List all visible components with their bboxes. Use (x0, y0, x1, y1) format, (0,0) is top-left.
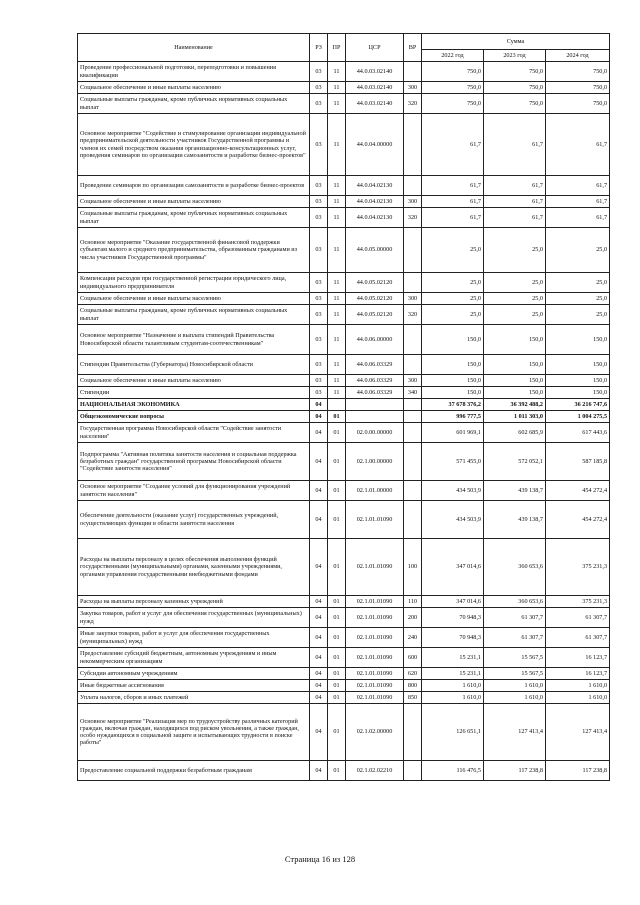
cell-rz: 03 (310, 325, 328, 355)
cell-pr: 01 (328, 648, 346, 668)
cell-rz: 03 (310, 375, 328, 387)
cell-2024: 61,7 (546, 176, 610, 196)
cell-rz: 04 (310, 680, 328, 692)
table-row (78, 704, 610, 761)
cell-2023: 602 685,9 (484, 423, 546, 443)
cell-rz: 04 (310, 761, 328, 781)
cell-name: Основное мероприятие "Содействие и стимулирование организации индивидуальной предпринимательской деятельности участников Государственной программы и членов их семей посредством оказания организационно-консультационных услуг, проведения семинаров по организации самозанятости и разработке бизнес-проектов" (78, 114, 310, 176)
cell-vr (404, 423, 422, 443)
cell-rz: 04 (310, 501, 328, 539)
table-row (78, 692, 610, 704)
cell-2023: 15 567,5 (484, 648, 546, 668)
cell-rz: 04 (310, 443, 328, 481)
cell-2022: 150,0 (422, 325, 484, 355)
table-row (78, 423, 610, 443)
cell-2022: 601 969,1 (422, 423, 484, 443)
cell-2023: 1 610,0 (484, 692, 546, 704)
table-body (78, 62, 610, 781)
cell-vr (404, 228, 422, 273)
cell-rz: 03 (310, 114, 328, 176)
cell-vr (404, 411, 422, 423)
table-row (78, 539, 610, 596)
cell-rz: 03 (310, 228, 328, 273)
cell-csr: 44.0.04.02130 (346, 196, 404, 208)
cell-2023: 750,0 (484, 82, 546, 94)
cell-2022: 70 948,3 (422, 608, 484, 628)
cell-name: Основное мероприятие "Назначение и выплата стипендий Правительства Новосибирской области талантливым студентам-соотечественникам" (78, 325, 310, 355)
cell-2022: 434 503,9 (422, 501, 484, 539)
cell-name: Стипендии (78, 387, 310, 399)
cell-rz: 03 (310, 62, 328, 82)
cell-vr: 300 (404, 375, 422, 387)
cell-csr: 02.1.01.01090 (346, 539, 404, 596)
cell-2023: 360 653,6 (484, 596, 546, 608)
cell-2022: 996 777,5 (422, 411, 484, 423)
table-row (78, 82, 610, 94)
cell-2024: 16 123,7 (546, 648, 610, 668)
cell-csr: 02.1.01.01090 (346, 501, 404, 539)
cell-pr: 11 (328, 305, 346, 325)
cell-2022: 61,7 (422, 176, 484, 196)
cell-pr: 01 (328, 628, 346, 648)
cell-2023: 15 567,5 (484, 668, 546, 680)
cell-2022: 750,0 (422, 82, 484, 94)
table-row (78, 114, 610, 176)
table-row (78, 375, 610, 387)
cell-2023: 439 138,7 (484, 501, 546, 539)
cell-rz: 04 (310, 648, 328, 668)
cell-2024: 454 272,4 (546, 501, 610, 539)
cell-csr: 44.0.05.02120 (346, 305, 404, 325)
cell-pr: 11 (328, 375, 346, 387)
cell-csr: 02.1.01.01090 (346, 596, 404, 608)
cell-2024: 750,0 (546, 94, 610, 114)
cell-rz: 03 (310, 208, 328, 228)
cell-2023: 127 413,4 (484, 704, 546, 761)
cell-csr: 44.0.05.02120 (346, 273, 404, 293)
cell-csr: 44.0.03.02140 (346, 82, 404, 94)
cell-name: Обеспечение деятельности (оказание услуг) государственных учреждений, осуществляющих функции в области занятости населения (78, 501, 310, 539)
table-row (78, 501, 610, 539)
cell-vr (404, 273, 422, 293)
cell-vr (404, 481, 422, 501)
cell-csr: 44.0.05.02120 (346, 293, 404, 305)
cell-2024: 61 307,7 (546, 628, 610, 648)
cell-name: Иные бюджетные ассигнования (78, 680, 310, 692)
cell-2022: 571 455,0 (422, 443, 484, 481)
cell-name: Стипендии Правительства (Губернатора) Новосибирской области (78, 355, 310, 375)
cell-rz: 04 (310, 628, 328, 648)
header-year-2024: 2024 год (546, 50, 610, 62)
cell-pr: 11 (328, 355, 346, 375)
cell-csr: 02.1.00.00000 (346, 443, 404, 481)
cell-vr: 240 (404, 628, 422, 648)
cell-rz: 04 (310, 668, 328, 680)
cell-2024: 25,0 (546, 305, 610, 325)
cell-vr: 300 (404, 82, 422, 94)
header-year-2022: 2022 год (422, 50, 484, 62)
cell-name: Общеэкономические вопросы (78, 411, 310, 423)
table-row (78, 648, 610, 668)
cell-vr: 100 (404, 539, 422, 596)
cell-2023: 1 011 303,0 (484, 411, 546, 423)
cell-vr: 320 (404, 208, 422, 228)
cell-vr (404, 399, 422, 411)
cell-name: Компенсация расходов при государственной регистрации юридического лица, индивидуального предпринимателя (78, 273, 310, 293)
cell-csr: 02.1.01.01090 (346, 668, 404, 680)
cell-pr (328, 399, 346, 411)
header-pr: ПР (328, 34, 346, 62)
cell-name: Основное мероприятие "Оказание государственной финансовой поддержки субъектам малого и среднего предпринимательства, образованным гражданами из числа участников Государственной программы" (78, 228, 310, 273)
cell-pr: 11 (328, 62, 346, 82)
cell-2022: 25,0 (422, 228, 484, 273)
table-row (78, 443, 610, 481)
cell-2024: 454 272,4 (546, 481, 610, 501)
cell-2022: 25,0 (422, 293, 484, 305)
cell-2023: 150,0 (484, 387, 546, 399)
cell-rz: 03 (310, 293, 328, 305)
cell-csr: 44.0.06.00000 (346, 325, 404, 355)
cell-rz: 04 (310, 608, 328, 628)
cell-2022: 150,0 (422, 375, 484, 387)
table-row (78, 481, 610, 501)
table-row (78, 680, 610, 692)
cell-csr: 44.0.04.02130 (346, 176, 404, 196)
cell-name: Социальное обеспечение и иные выплаты населению (78, 293, 310, 305)
cell-csr: 44.0.06.03329 (346, 355, 404, 375)
table-row (78, 228, 610, 273)
cell-2024: 25,0 (546, 273, 610, 293)
cell-2023: 572 052,1 (484, 443, 546, 481)
cell-2024: 750,0 (546, 82, 610, 94)
header-vr: ВР (404, 34, 422, 62)
cell-2022: 750,0 (422, 62, 484, 82)
cell-2023: 150,0 (484, 355, 546, 375)
cell-csr: 44.0.05.00000 (346, 228, 404, 273)
cell-name: Социальное обеспечение и иные выплаты населению (78, 375, 310, 387)
cell-2024: 750,0 (546, 62, 610, 82)
cell-rz: 04 (310, 704, 328, 761)
table-row (78, 761, 610, 781)
budget-table (77, 33, 610, 781)
cell-rz: 03 (310, 387, 328, 399)
cell-rz: 03 (310, 196, 328, 208)
cell-name: Проведение профессиональной подготовки, переподготовки и повышения квалификации (78, 62, 310, 82)
cell-vr (404, 325, 422, 355)
cell-2024: 25,0 (546, 228, 610, 273)
cell-2024: 1 004 275,5 (546, 411, 610, 423)
cell-vr: 300 (404, 196, 422, 208)
cell-2022: 70 948,3 (422, 628, 484, 648)
table-row (78, 293, 610, 305)
table-row (78, 668, 610, 680)
cell-2024: 36 216 747,6 (546, 399, 610, 411)
cell-pr: 11 (328, 293, 346, 305)
cell-name: Субсидии автономным учреждениям (78, 668, 310, 680)
cell-vr (404, 761, 422, 781)
cell-2022: 750,0 (422, 94, 484, 114)
cell-pr: 11 (328, 196, 346, 208)
cell-2023: 36 392 488,2 (484, 399, 546, 411)
cell-2024: 150,0 (546, 375, 610, 387)
cell-csr: 02.1.01.01090 (346, 628, 404, 648)
cell-rz: 04 (310, 596, 328, 608)
cell-2023: 25,0 (484, 293, 546, 305)
cell-2023: 61,7 (484, 114, 546, 176)
cell-vr: 340 (404, 387, 422, 399)
cell-2024: 61,7 (546, 208, 610, 228)
cell-2023: 1 610,0 (484, 680, 546, 692)
cell-vr: 200 (404, 608, 422, 628)
cell-2023: 150,0 (484, 325, 546, 355)
cell-name: Социальное обеспечение и иные выплаты населению (78, 196, 310, 208)
table-row (78, 608, 610, 628)
table-row (78, 399, 610, 411)
cell-pr: 01 (328, 596, 346, 608)
cell-2022: 150,0 (422, 355, 484, 375)
cell-vr (404, 114, 422, 176)
cell-2023: 25,0 (484, 228, 546, 273)
cell-2023: 61,7 (484, 196, 546, 208)
cell-2024: 127 413,4 (546, 704, 610, 761)
cell-2022: 116 476,5 (422, 761, 484, 781)
cell-2024: 1 610,0 (546, 680, 610, 692)
cell-name: Уплата налогов, сборов и иных платежей (78, 692, 310, 704)
cell-2023: 360 653,6 (484, 539, 546, 596)
cell-2022: 15 231,1 (422, 648, 484, 668)
cell-pr: 11 (328, 82, 346, 94)
cell-vr: 800 (404, 680, 422, 692)
cell-pr: 01 (328, 692, 346, 704)
cell-rz: 03 (310, 94, 328, 114)
cell-csr: 02.1.02.02210 (346, 761, 404, 781)
cell-2023: 117 238,8 (484, 761, 546, 781)
cell-name: Социальные выплаты гражданам, кроме публичных нормативных социальных выплат (78, 305, 310, 325)
cell-2024: 375 231,3 (546, 539, 610, 596)
cell-csr: 44.0.06.03329 (346, 375, 404, 387)
cell-csr (346, 411, 404, 423)
cell-rz: 04 (310, 399, 328, 411)
cell-csr: 44.0.03.02140 (346, 62, 404, 82)
cell-pr: 01 (328, 761, 346, 781)
cell-2022: 347 014,6 (422, 539, 484, 596)
cell-rz: 03 (310, 273, 328, 293)
header-name: Наименование (78, 34, 310, 62)
cell-pr: 11 (328, 114, 346, 176)
cell-2022: 347 014,6 (422, 596, 484, 608)
cell-2023: 750,0 (484, 94, 546, 114)
cell-2023: 150,0 (484, 375, 546, 387)
cell-2023: 25,0 (484, 273, 546, 293)
cell-vr (404, 443, 422, 481)
cell-name: Основное мероприятие "Реализация мер по трудоустройству различных категорий граждан, включая граждан, находящихся под риском увольнения, а также граждан, особо нуждающихся в социальной защите и испытывающих трудности в поиске работы" (78, 704, 310, 761)
cell-pr: 11 (328, 94, 346, 114)
cell-2024: 61,7 (546, 196, 610, 208)
cell-vr: 850 (404, 692, 422, 704)
header-rz: РЗ (310, 34, 328, 62)
cell-name: Социальные выплаты гражданам, кроме публичных нормативных социальных выплат (78, 94, 310, 114)
cell-2024: 61,7 (546, 114, 610, 176)
cell-csr: 02.1.01.01090 (346, 648, 404, 668)
table-row (78, 208, 610, 228)
cell-2022: 61,7 (422, 196, 484, 208)
cell-2024: 150,0 (546, 387, 610, 399)
table-row (78, 596, 610, 608)
cell-name: Закупка товаров, работ и услуг для обеспечения государственных (муниципальных) нужд (78, 608, 310, 628)
cell-vr (404, 704, 422, 761)
cell-vr: 320 (404, 305, 422, 325)
cell-2022: 150,0 (422, 387, 484, 399)
header-sum: Сумма (422, 34, 610, 50)
cell-rz: 04 (310, 692, 328, 704)
cell-name: Основное мероприятие "Создание условий для функционирования учреждений занятости населения" (78, 481, 310, 501)
cell-vr: 620 (404, 668, 422, 680)
cell-pr: 11 (328, 176, 346, 196)
cell-name: НАЦИОНАЛЬНАЯ ЭКОНОМИКА (78, 399, 310, 411)
cell-2024: 150,0 (546, 325, 610, 355)
cell-rz: 04 (310, 481, 328, 501)
cell-2022: 1 610,0 (422, 692, 484, 704)
cell-2024: 617 443,6 (546, 423, 610, 443)
cell-2022: 37 678 376,2 (422, 399, 484, 411)
cell-rz: 03 (310, 176, 328, 196)
header-year-2023: 2023 год (484, 50, 546, 62)
cell-csr: 44.0.03.02140 (346, 94, 404, 114)
cell-name: Иные закупки товаров, работ и услуг для обеспечения государственных (муниципальных) нужд (78, 628, 310, 648)
cell-csr: 02.0.00.00000 (346, 423, 404, 443)
cell-vr: 600 (404, 648, 422, 668)
cell-2023: 61 307,7 (484, 608, 546, 628)
table-row (78, 196, 610, 208)
cell-name: Предоставление социальной поддержки безработным гражданам (78, 761, 310, 781)
cell-2024: 61 307,7 (546, 608, 610, 628)
table-row (78, 94, 610, 114)
cell-pr: 01 (328, 423, 346, 443)
cell-2023: 25,0 (484, 305, 546, 325)
table-row (78, 628, 610, 648)
table-row (78, 355, 610, 375)
cell-2024: 587 185,8 (546, 443, 610, 481)
cell-vr: 110 (404, 596, 422, 608)
cell-name: Расходы на выплаты персоналу в целях обеспечения выполнения функций государственными (муниципальными) органами, казенными учреждениями, органами управления государственными внебюджетными фондами (78, 539, 310, 596)
cell-rz: 03 (310, 355, 328, 375)
cell-2022: 25,0 (422, 273, 484, 293)
cell-rz: 04 (310, 539, 328, 596)
cell-csr: 44.0.06.03329 (346, 387, 404, 399)
cell-vr (404, 62, 422, 82)
cell-2023: 61 307,7 (484, 628, 546, 648)
cell-2022: 434 503,9 (422, 481, 484, 501)
cell-2024: 25,0 (546, 293, 610, 305)
cell-rz: 03 (310, 305, 328, 325)
cell-2024: 117 238,8 (546, 761, 610, 781)
table-row (78, 273, 610, 293)
table-row (78, 325, 610, 355)
cell-2024: 16 123,7 (546, 668, 610, 680)
cell-2022: 61,7 (422, 208, 484, 228)
cell-2022: 126 651,1 (422, 704, 484, 761)
cell-2022: 61,7 (422, 114, 484, 176)
budget-document (77, 33, 609, 781)
cell-2023: 439 138,7 (484, 481, 546, 501)
cell-2024: 1 610,0 (546, 692, 610, 704)
cell-vr: 300 (404, 293, 422, 305)
cell-pr: 01 (328, 668, 346, 680)
cell-pr: 11 (328, 387, 346, 399)
cell-csr: 02.1.01.01090 (346, 692, 404, 704)
table-row (78, 387, 610, 399)
cell-rz: 04 (310, 411, 328, 423)
cell-2023: 750,0 (484, 62, 546, 82)
cell-name: Проведение семинаров по организации самозанятости и разработке бизнес-проектов (78, 176, 310, 196)
cell-rz: 03 (310, 82, 328, 94)
cell-name: Расходы на выплаты персоналу казенных учреждений (78, 596, 310, 608)
cell-csr: 44.0.04.00000 (346, 114, 404, 176)
cell-name: Социальные выплаты гражданам, кроме публичных нормативных социальных выплат (78, 208, 310, 228)
cell-2024: 150,0 (546, 355, 610, 375)
cell-vr (404, 501, 422, 539)
cell-pr: 01 (328, 443, 346, 481)
header-csr: ЦСР (346, 34, 404, 62)
cell-2022: 25,0 (422, 305, 484, 325)
cell-name: Подпрограмма "Активная политика занятости населения и социальная поддержка безработных граждан" государственной программы Новосибирской области "Содействие занятости населения" (78, 443, 310, 481)
cell-pr: 01 (328, 704, 346, 761)
cell-pr: 01 (328, 481, 346, 501)
cell-2022: 15 231,1 (422, 668, 484, 680)
cell-rz: 04 (310, 423, 328, 443)
cell-pr: 01 (328, 411, 346, 423)
cell-pr: 01 (328, 539, 346, 596)
cell-pr: 01 (328, 608, 346, 628)
cell-pr: 01 (328, 501, 346, 539)
cell-csr: 02.1.01.00000 (346, 481, 404, 501)
cell-vr: 320 (404, 94, 422, 114)
cell-pr: 01 (328, 680, 346, 692)
cell-csr: 02.1.02.00000 (346, 704, 404, 761)
cell-name: Государственная программа Новосибирской области "Содействие занятости населения" (78, 423, 310, 443)
table-row (78, 176, 610, 196)
cell-csr: 02.1.01.01090 (346, 680, 404, 692)
cell-pr: 11 (328, 228, 346, 273)
cell-pr: 11 (328, 273, 346, 293)
cell-2023: 61,7 (484, 176, 546, 196)
cell-name: Социальное обеспечение и иные выплаты населению (78, 82, 310, 94)
page-number: Страница 16 из 128 (284, 854, 356, 864)
cell-2024: 375 231,3 (546, 596, 610, 608)
table-row (78, 305, 610, 325)
cell-csr (346, 399, 404, 411)
table-row (78, 62, 610, 82)
cell-csr: 44.0.04.02130 (346, 208, 404, 228)
cell-csr: 02.1.01.01090 (346, 608, 404, 628)
cell-pr: 11 (328, 208, 346, 228)
cell-name: Предоставление субсидий бюджетным, автономным учреждениям и иным некоммерческим организациям (78, 648, 310, 668)
cell-vr (404, 176, 422, 196)
table-row (78, 411, 610, 423)
cell-pr: 11 (328, 325, 346, 355)
cell-vr (404, 355, 422, 375)
cell-2022: 1 610,0 (422, 680, 484, 692)
cell-2023: 61,7 (484, 208, 546, 228)
